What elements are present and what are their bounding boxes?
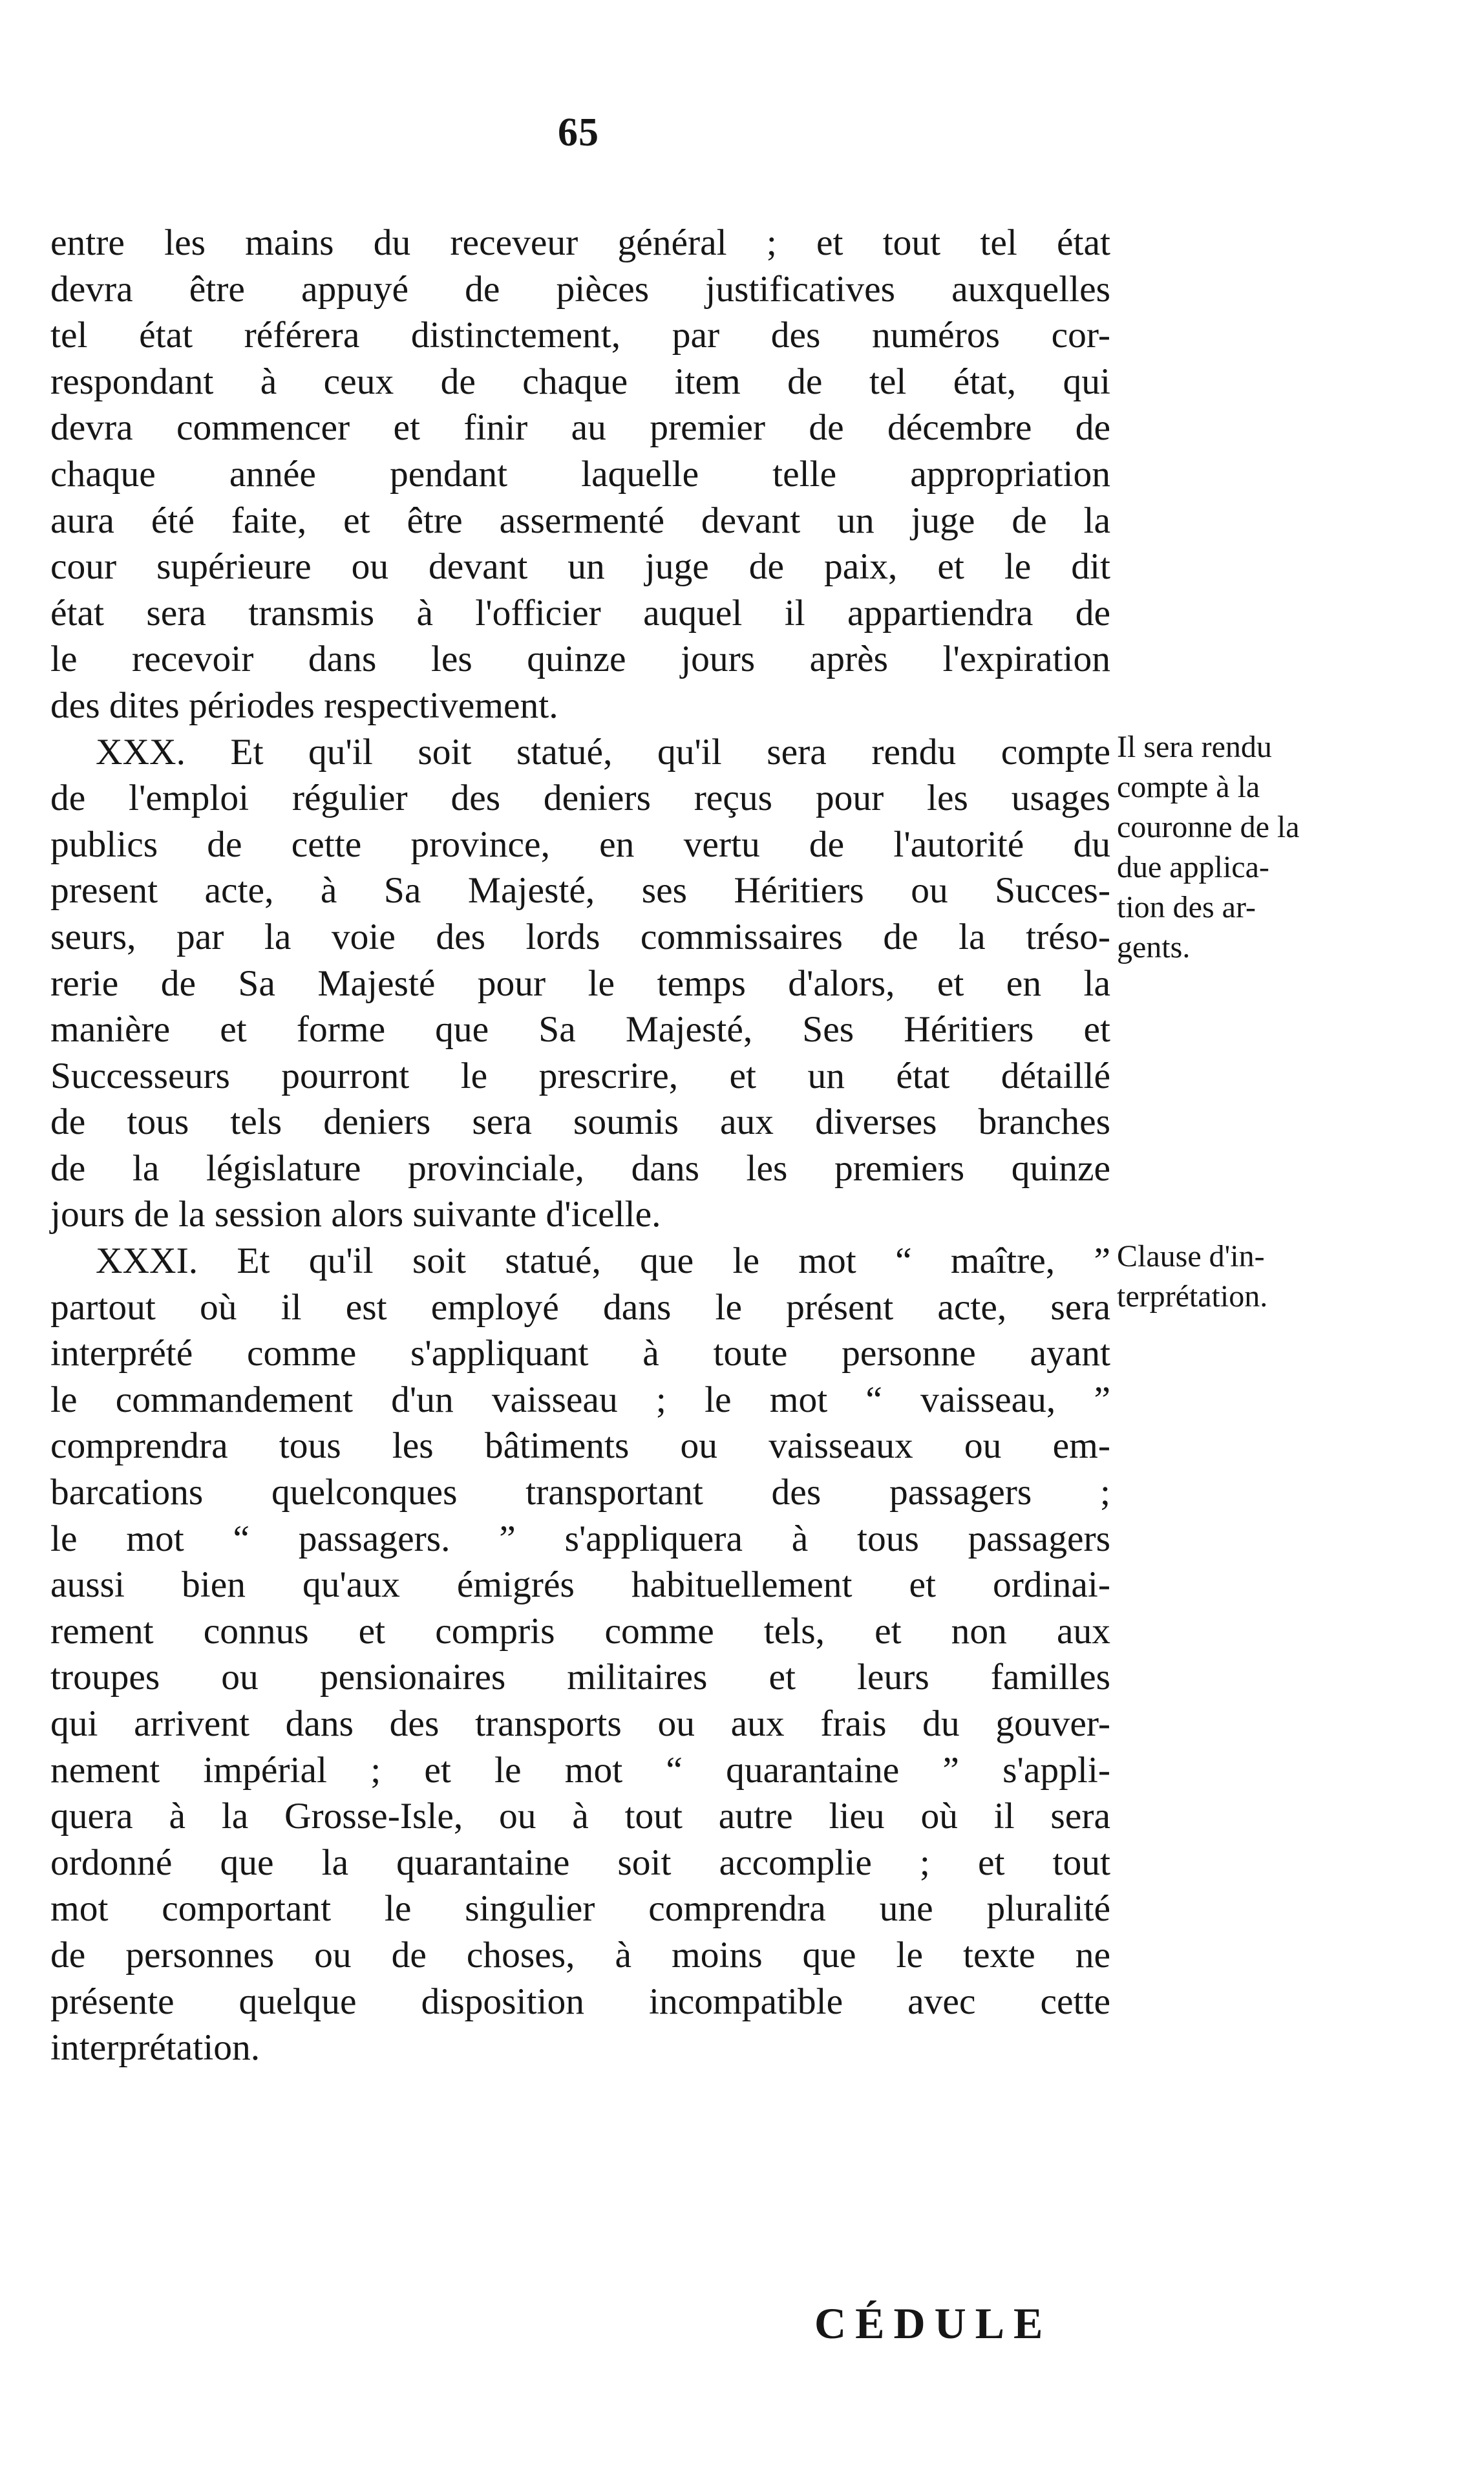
margin-note-line: tion des ar- — [1117, 890, 1256, 924]
body-line: de la législature provinciale, dans les premiers quinze — [50, 1147, 1110, 1189]
body-line: devra commencer et finir au premier de décembre de — [50, 407, 1110, 449]
body-line: interprété comme s'appliquant à toute personne ayant — [50, 1333, 1110, 1374]
body-line: le commandement d'un vaisseau ; le mot “ vaisseau, ” — [50, 1379, 1110, 1420]
body-line: qui arrivent dans des transports ou aux frais du gouver- — [50, 1703, 1110, 1744]
margin-note-line: Il sera rendu — [1117, 730, 1272, 764]
margin-note-line: gents. — [1117, 930, 1191, 964]
body-line: tel état référera distinctement, par des numéros cor- — [50, 315, 1110, 356]
body-line: des dites périodes respectivement. — [50, 685, 558, 726]
section-xxx-heading-line: XXX. Et qu'il soit statué, qu'il sera rendu compte — [96, 731, 1110, 772]
body-line: Successeurs pourront le prescrire, et un état détaillé — [50, 1055, 1110, 1096]
cedule-heading: CÉDULE — [814, 2299, 1052, 2348]
body-line: état sera transmis à l'officier auquel il appartiendra de — [50, 592, 1110, 633]
body-line: troupes ou pensionaires militaires et leurs familles — [50, 1657, 1110, 1698]
body-line: quera à la Grosse-Isle, ou à tout autre lieu où il sera — [50, 1796, 1110, 1837]
body-line: le mot “ passagers. ” s'appliquera à tous passagers — [50, 1518, 1110, 1559]
body-line: nement impérial ; et le mot “ quarantaine ” s'appli- — [50, 1749, 1110, 1791]
body-line: le recevoir dans les quinze jours après l'expiration — [50, 639, 1110, 680]
body-line: rement connus et compris comme tels, et non aux — [50, 1610, 1110, 1652]
body-line: present acte, à Sa Majesté, ses Héritiers ou Succes- — [50, 870, 1110, 911]
body-line: comprendra tous les bâtiments ou vaisseaux ou em- — [50, 1425, 1110, 1467]
body-line: de tous tels deniers sera soumis aux diverses branches — [50, 1102, 1110, 1143]
body-line: de personnes ou de choses, à moins que le texte ne — [50, 1934, 1110, 1975]
body-line: barcations quelconques transportant des passagers ; — [50, 1472, 1110, 1513]
section-xxxi-heading-line: XXXI. Et qu'il soit statué, que le mot “ maître, ” — [96, 1240, 1110, 1282]
margin-note-line: Clause d'in- — [1117, 1239, 1265, 1273]
body-text — [50, 220, 1110, 2071]
body-line: aura été faite, et être assermenté devant un juge de la — [50, 500, 1110, 541]
margin-note-accounting — [1117, 727, 1375, 968]
body-line: respondant à ceux de chaque item de tel état, qui — [50, 361, 1110, 402]
body-line: interprétation. — [50, 2027, 260, 2069]
body-line: rerie de Sa Majesté pour le temps d'alors, et en la — [50, 963, 1110, 1004]
margin-note-line: due applica- — [1117, 850, 1269, 884]
body-line: ordonné que la quarantaine soit accomplie ; et tout — [50, 1842, 1110, 1883]
body-line: aussi bien qu'aux émigrés habituellement et ordinai- — [50, 1564, 1110, 1606]
body-line: publics de cette province, en vertu de l'autorité du — [50, 824, 1110, 865]
body-line: devra être appuyé de pièces justificatives auxquelles — [50, 268, 1110, 310]
body-line: entre les mains du receveur général ; et tout tel état — [50, 222, 1110, 263]
margin-note-interpretation — [1117, 1237, 1375, 1317]
margin-note-line: couronne de la — [1117, 810, 1300, 844]
margin-note-line: compte à la — [1117, 770, 1260, 804]
margin-note-line: terprétation. — [1117, 1279, 1268, 1314]
page-number: 65 — [558, 111, 599, 154]
body-line: jours de la session alors suivante d'icelle. — [50, 1194, 661, 1235]
body-line: manière et forme que Sa Majesté, Ses Héritiers et — [50, 1009, 1110, 1050]
body-line: seurs, par la voie des lords commissaires de la tréso- — [50, 916, 1110, 957]
body-line: partout où il est employé dans le présent acte, sera — [50, 1286, 1110, 1328]
body-line: de l'emploi régulier des deniers reçus pour les usages — [50, 778, 1110, 819]
body-line: chaque année pendant laquelle telle appropriation — [50, 453, 1110, 495]
body-line: cour supérieure ou devant un juge de paix, et le dit — [50, 546, 1110, 588]
body-line: mot comportant le singulier comprendra une pluralité — [50, 1888, 1110, 1930]
body-line: présente quelque disposition incompatible avec cette — [50, 1981, 1110, 2022]
